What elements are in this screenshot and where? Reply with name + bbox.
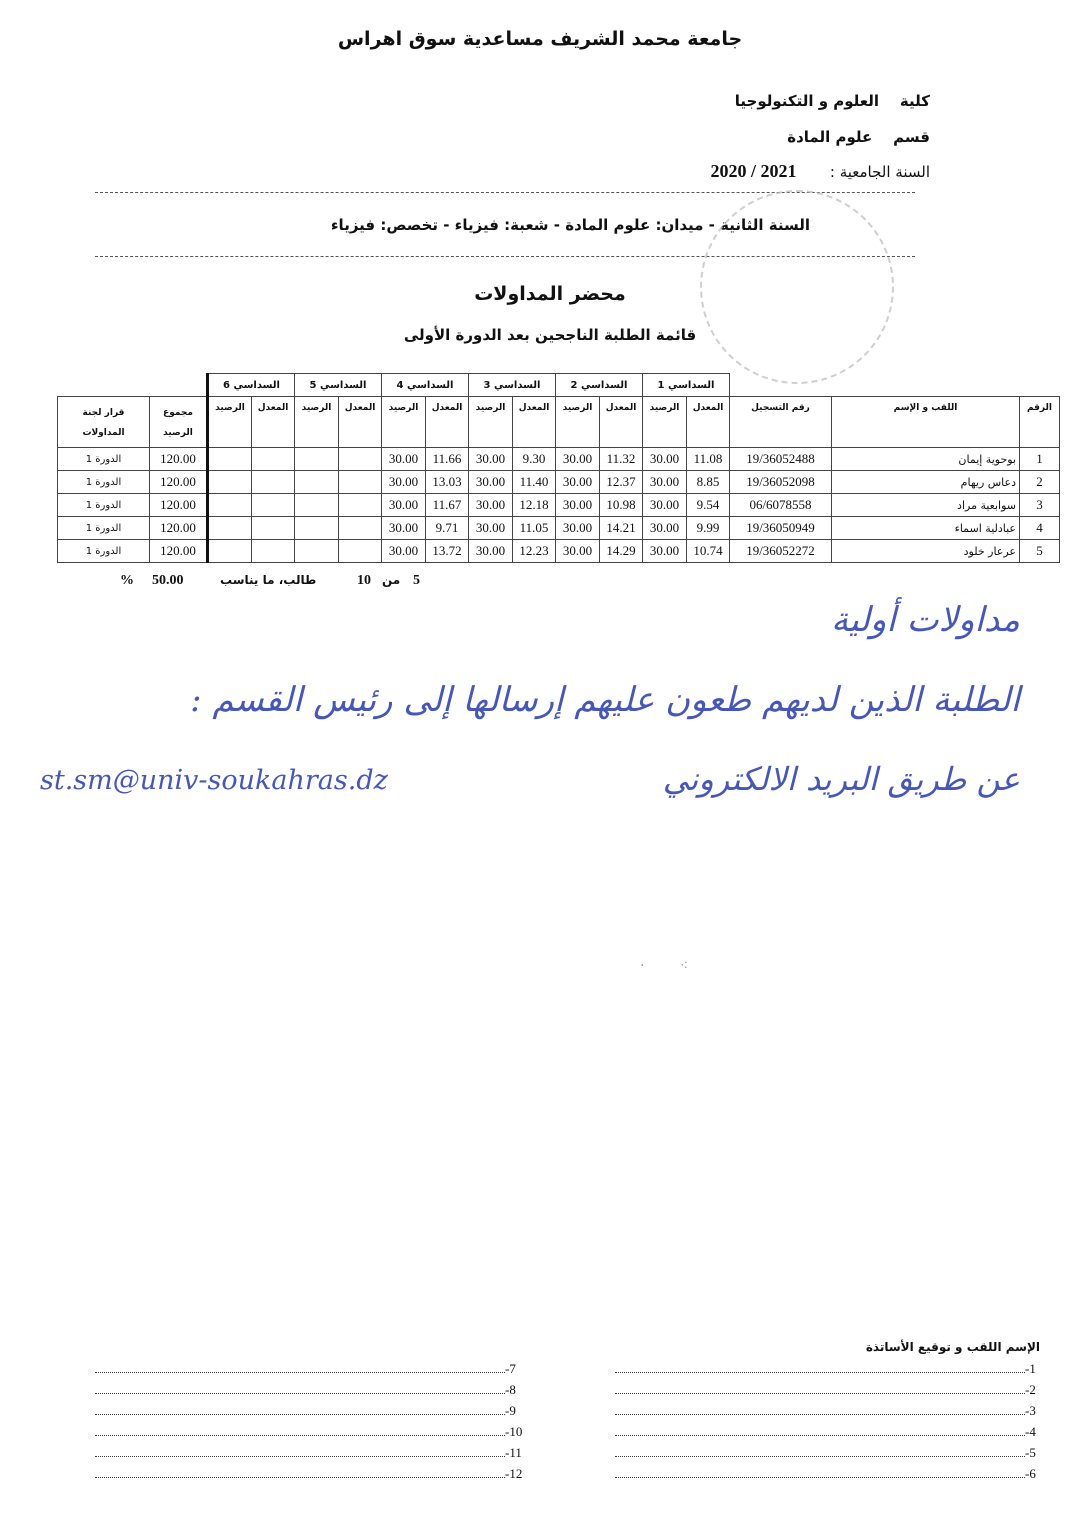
- department-label: قسم: [893, 128, 930, 146]
- signature-number: -11: [505, 1445, 522, 1460]
- cell-empty: [208, 494, 252, 517]
- cell-empty: [339, 494, 382, 517]
- handwritten-note-title: مداولات أولية: [831, 600, 1020, 640]
- table-row: [58, 517, 1060, 540]
- faculty-line: [600, 92, 930, 110]
- signature-dots: [95, 1404, 505, 1415]
- cell-empty: [339, 517, 382, 540]
- table-row: [58, 540, 1060, 563]
- table-body: [58, 448, 1060, 563]
- signature-line: [95, 1361, 516, 1377]
- cell-decision: الدورة 1: [58, 448, 150, 471]
- summary-label: طالب، ما يناسب: [220, 573, 317, 587]
- signature-number: -10: [505, 1424, 523, 1439]
- cell-s3a: 9.30: [513, 448, 556, 471]
- cell-s1c: 30.00: [643, 448, 687, 471]
- signature-dots: [95, 1383, 505, 1394]
- cell-total: 120.00: [150, 494, 208, 517]
- signature-number: -6: [1025, 1466, 1036, 1481]
- cell-empty: [208, 540, 252, 563]
- cell-num: 1: [1020, 448, 1060, 471]
- signatures-heading: الإسم اللقب و توقيع الأساتذة: [865, 1340, 1040, 1354]
- cell-s4c: 30.00: [382, 494, 426, 517]
- signature-line: [95, 1424, 522, 1440]
- table-row: [58, 448, 1060, 471]
- cell-s4a: 13.03: [426, 471, 469, 494]
- cell-total: 120.00: [150, 540, 208, 563]
- cell-s2c: 30.00: [556, 494, 600, 517]
- table-row: [58, 494, 1060, 517]
- cell-s3a: 11.05: [513, 517, 556, 540]
- signature-number: -3: [1025, 1403, 1036, 1418]
- cell-s3c: 30.00: [469, 471, 513, 494]
- cell-decision: الدورة 1: [58, 540, 150, 563]
- cell-s2a: 10.98: [600, 494, 643, 517]
- cell-num: 4: [1020, 517, 1060, 540]
- cell-s2c: 30.00: [556, 448, 600, 471]
- sub-title: قائمة الطلبة الناجحين بعد الدورة الأولى: [403, 326, 697, 344]
- signature-number: -2: [1025, 1382, 1036, 1397]
- s3-avg-header: المعدل: [513, 397, 556, 448]
- signature-dots: [95, 1362, 505, 1373]
- cell-s1a: 10.74: [687, 540, 730, 563]
- cell-s2c: 30.00: [556, 540, 600, 563]
- cell-s4c: 30.00: [382, 517, 426, 540]
- cell-s1a: 9.99: [687, 517, 730, 540]
- cell-s4a: 11.66: [426, 448, 469, 471]
- cell-empty: [252, 471, 295, 494]
- cell-s3c: 30.00: [469, 494, 513, 517]
- handwritten-email: st.sm@univ-soukahras.dz: [40, 765, 388, 796]
- academic-year-line: [600, 161, 930, 182]
- signature-number: -7: [505, 1361, 516, 1376]
- university-title: جامعة محمد الشريف مساعدية سوق اهراس: [337, 28, 743, 50]
- cell-s4c: 30.00: [382, 448, 426, 471]
- cell-s3a: 12.18: [513, 494, 556, 517]
- cell-s1c: 30.00: [643, 494, 687, 517]
- semester-6-header: السداسي 6: [208, 374, 295, 397]
- passed-count: 5: [413, 573, 420, 588]
- cell-reg: 19/36052488: [730, 448, 832, 471]
- cell-s2c: 30.00: [556, 471, 600, 494]
- signature-number: -5: [1025, 1445, 1036, 1460]
- cell-empty: [295, 517, 339, 540]
- signature-dots: [615, 1383, 1025, 1394]
- registration-header: رقم التسجيل: [730, 397, 832, 448]
- cell-s2a: 12.37: [600, 471, 643, 494]
- cell-num: 2: [1020, 471, 1060, 494]
- cell-s3c: 30.00: [469, 517, 513, 540]
- cell-empty: [252, 540, 295, 563]
- semester-1-header: السداسي 1: [643, 374, 730, 397]
- cell-s2a: 11.32: [600, 448, 643, 471]
- cell-reg: 19/36050949: [730, 517, 832, 540]
- cell-empty: [208, 471, 252, 494]
- cell-empty: [295, 448, 339, 471]
- cell-empty: [339, 471, 382, 494]
- total-students: 10: [357, 573, 371, 588]
- year-label: السنة الجامعية :: [829, 163, 930, 181]
- semester-2-header: السداسي 2: [556, 374, 643, 397]
- cell-s3a: 11.40: [513, 471, 556, 494]
- signature-line: [95, 1382, 516, 1398]
- s6-avg-header: المعدل: [252, 397, 295, 448]
- signature-dots: [615, 1404, 1025, 1415]
- main-title: محضر المداولات: [474, 283, 626, 305]
- cell-total: 120.00: [150, 471, 208, 494]
- signature-dots: [95, 1425, 505, 1436]
- s1-avg-header: المعدل: [687, 397, 730, 448]
- cell-s1a: 11.08: [687, 448, 730, 471]
- percent-value: 50.00: [152, 573, 184, 588]
- cell-decision: الدورة 1: [58, 494, 150, 517]
- cell-empty: [208, 517, 252, 540]
- signature-dots: [615, 1362, 1025, 1373]
- percent-sign: %: [120, 573, 134, 588]
- signature-line: [615, 1403, 1036, 1419]
- signature-line: [615, 1361, 1036, 1377]
- cell-s4a: 9.71: [426, 517, 469, 540]
- cell-s3c: 30.00: [469, 540, 513, 563]
- cell-name: عرعار خلود: [832, 540, 1020, 563]
- signature-line: [95, 1403, 516, 1419]
- cell-s4a: 11.67: [426, 494, 469, 517]
- s3-credit-header: الرصيد: [469, 397, 513, 448]
- signature-line: [615, 1445, 1036, 1461]
- s5-avg-header: المعدل: [339, 397, 382, 448]
- s4-avg-header: المعدل: [426, 397, 469, 448]
- cell-reg: 19/36052098: [730, 471, 832, 494]
- cell-s1a: 9.54: [687, 494, 730, 517]
- cell-empty: [208, 448, 252, 471]
- cell-s3a: 12.23: [513, 540, 556, 563]
- signature-number: -4: [1025, 1424, 1036, 1439]
- year-value: 2020 / 2021: [710, 161, 797, 181]
- faculty-label: كلية: [899, 92, 930, 110]
- cell-name: بوحوية إيمان: [832, 448, 1020, 471]
- signature-number: -8: [505, 1382, 516, 1397]
- cell-name: دعاس ريهام: [832, 471, 1020, 494]
- s2-avg-header: المعدل: [600, 397, 643, 448]
- signature-number: -12: [505, 1466, 523, 1481]
- signature-dots: [615, 1425, 1025, 1436]
- cell-s2a: 14.29: [600, 540, 643, 563]
- total-credit-header: مجموع الرصيد: [150, 397, 208, 448]
- results-table: [57, 373, 1060, 563]
- cell-s1c: 30.00: [643, 540, 687, 563]
- decision-header: قرار لجنة المداولات: [58, 397, 150, 448]
- handwritten-note-method: عن طريق البريد الالكتروني: [662, 760, 1020, 798]
- semester-4-header: السداسي 4: [382, 374, 469, 397]
- of-word: من: [382, 573, 401, 587]
- cell-s4c: 30.00: [382, 471, 426, 494]
- cell-decision: الدورة 1: [58, 517, 150, 540]
- cell-empty: [339, 448, 382, 471]
- signature-line: [615, 1382, 1036, 1398]
- semester-3-header: السداسي 3: [469, 374, 556, 397]
- signature-line: [615, 1466, 1036, 1482]
- s2-credit-header: الرصيد: [556, 397, 600, 448]
- cell-name: عبادلية اسماء: [832, 517, 1020, 540]
- cell-name: سوابعية مراد: [832, 494, 1020, 517]
- scan-speck: · ⁖: [640, 958, 689, 974]
- cell-s4c: 30.00: [382, 540, 426, 563]
- signature-dots: [615, 1446, 1025, 1457]
- signature-line: [95, 1466, 522, 1482]
- signature-dots: [95, 1446, 505, 1457]
- number-header: الرقم: [1020, 397, 1060, 448]
- cell-empty: [252, 517, 295, 540]
- cell-s1c: 30.00: [643, 517, 687, 540]
- semester-5-header: السداسي 5: [295, 374, 382, 397]
- s5-credit-header: الرصيد: [295, 397, 339, 448]
- signature-line: [95, 1445, 522, 1461]
- faculty-value: العلوم و التكنولوجيا: [734, 92, 880, 110]
- cell-decision: الدورة 1: [58, 471, 150, 494]
- name-header: اللقب و الإسم: [832, 397, 1020, 448]
- s4-credit-header: الرصيد: [382, 397, 426, 448]
- signature-number: -1: [1025, 1361, 1036, 1376]
- s1-credit-header: الرصيد: [643, 397, 687, 448]
- signature-dots: [615, 1467, 1025, 1478]
- signature-number: -9: [505, 1403, 516, 1418]
- cell-s1a: 8.85: [687, 471, 730, 494]
- cell-empty: [339, 540, 382, 563]
- cell-empty: [295, 471, 339, 494]
- cell-s3c: 30.00: [469, 448, 513, 471]
- cell-empty: [295, 540, 339, 563]
- cell-reg: 19/36052272: [730, 540, 832, 563]
- cell-s1c: 30.00: [643, 471, 687, 494]
- specialty-line: السنة الثانية - ميدان: علوم المادة - شعبة: فيزياء - تخصص: فيزياء: [330, 216, 810, 234]
- s6-credit-header: الرصيد: [208, 397, 252, 448]
- cell-s2a: 14.21: [600, 517, 643, 540]
- column-header-row: [58, 397, 1060, 448]
- cell-total: 120.00: [150, 448, 208, 471]
- cell-num: 3: [1020, 494, 1060, 517]
- signature-dots: [95, 1467, 505, 1478]
- cell-num: 5: [1020, 540, 1060, 563]
- cell-s4a: 13.72: [426, 540, 469, 563]
- table-row: [58, 471, 1060, 494]
- department-line: [600, 128, 930, 146]
- cell-total: 120.00: [150, 517, 208, 540]
- cell-empty: [252, 494, 295, 517]
- signature-line: [615, 1424, 1036, 1440]
- cell-empty: [252, 448, 295, 471]
- handwritten-note-body: الطلبة الذين لديهم طعون عليهم إرسالها إلى رئيس القسم :: [190, 680, 1020, 720]
- cell-s2c: 30.00: [556, 517, 600, 540]
- cell-empty: [295, 494, 339, 517]
- semester-header-row: [58, 374, 1060, 397]
- cell-reg: 06/6078558: [730, 494, 832, 517]
- department-value: علوم المادة: [787, 128, 873, 146]
